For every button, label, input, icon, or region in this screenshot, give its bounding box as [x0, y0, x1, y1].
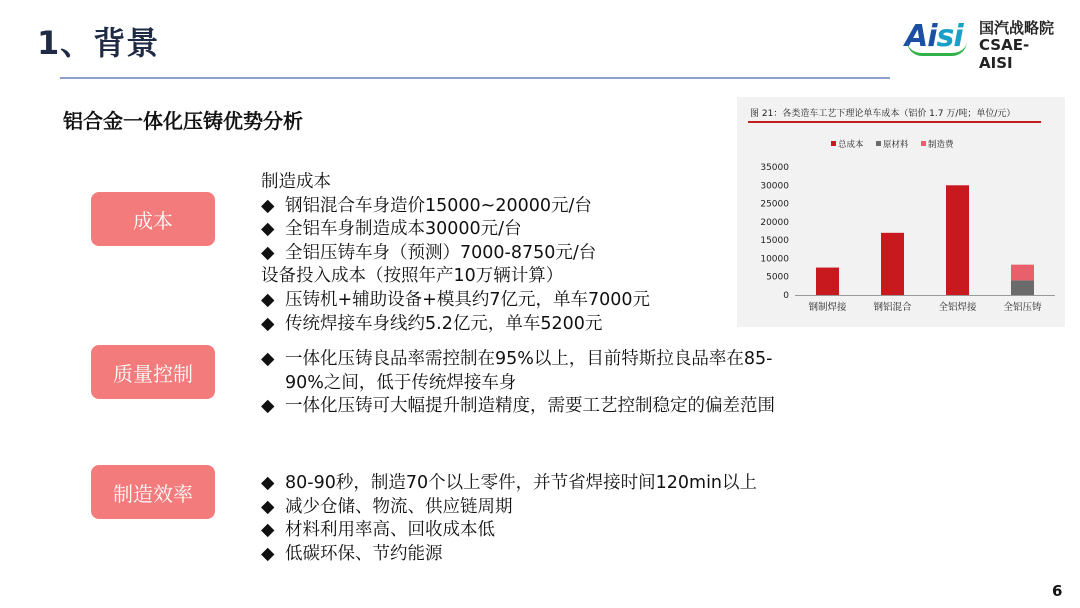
list-item: [261, 395, 775, 419]
list-item-text: 一体化压铸良品率需控制在95%以上，目前特斯拉良品率在85-: [285, 349, 773, 369]
list-item-text: 压铸机+辅助设备+模具约7亿元，单车7000元: [285, 289, 650, 310]
y-tick-label: 10000: [760, 254, 789, 265]
logo-name-cn: 国汽战略院: [979, 19, 1055, 37]
efficiency-label: 制造效率: [91, 465, 215, 519]
section-heading: 铝合金一体化压铸优势分析: [63, 109, 303, 133]
diamond-bullet-icon: ◆: [261, 195, 275, 216]
cost-label: 成本: [91, 192, 215, 246]
list-item: [261, 496, 757, 520]
logo: [905, 17, 1055, 72]
x-tick-label: 全铝焊接: [938, 302, 977, 313]
list-item: [261, 289, 650, 313]
list-item-text: 设备投入成本（按照年产10万辆计算）: [261, 266, 564, 287]
logo-mark: Aisi: [905, 19, 963, 54]
page-title: 1、背景: [37, 24, 160, 62]
list-item: [261, 195, 650, 219]
legend-label: 总成本: [838, 140, 864, 150]
diamond-bullet-icon: ◆: [261, 496, 275, 517]
x-tick-label: 全铝压铸: [1003, 302, 1042, 313]
list-item-text: 全铝车身制造成本30000元/台: [285, 219, 522, 240]
bar: [1011, 280, 1034, 295]
bar: [881, 233, 904, 295]
cost-chart: [737, 97, 1065, 327]
logo-name-en: CSAE-AISI: [979, 36, 1030, 72]
diamond-bullet-icon: ◆: [261, 349, 275, 369]
diamond-bullet-icon: ◆: [261, 289, 275, 310]
quality-details: [261, 348, 775, 419]
list-item-text: 材料利用率高、回收成本低: [285, 520, 495, 541]
page-number: 6: [1052, 582, 1063, 600]
list-item-text: 90%之间，低于传统焊接车身: [285, 372, 517, 393]
list-item: [261, 519, 757, 543]
diamond-bullet-icon: ◆: [261, 219, 275, 240]
list-item: [261, 242, 650, 266]
legend-swatch: [876, 141, 881, 146]
list-item-text: 减少仓储、物流、供应链周期: [285, 496, 513, 517]
list-item-text: 全铝压铸车身（预测）7000-8750元/台: [285, 242, 597, 263]
y-tick-label: 5000: [766, 272, 789, 283]
list-item: [261, 171, 650, 195]
y-tick-label: 25000: [760, 199, 789, 210]
efficiency-details: [261, 472, 757, 566]
y-tick-label: 15000: [760, 236, 789, 247]
cost-details: [261, 171, 650, 336]
bar: [1011, 265, 1034, 281]
list-item-text: 一体化压铸可大幅提升制造精度，需要工艺控制稳定的偏差范围: [285, 396, 775, 417]
x-tick-label: 钢铝混合: [873, 302, 912, 313]
y-tick-label: 30000: [760, 181, 789, 192]
y-tick-label: 35000: [760, 163, 789, 173]
chart-canvas: [737, 97, 1065, 327]
diamond-bullet-icon: ◆: [261, 520, 275, 541]
list-item: [261, 372, 775, 396]
list-item-text: 制造成本: [261, 172, 331, 192]
list-item-text: 钢铝混合车身造价15000~20000元/台: [285, 195, 592, 216]
diamond-bullet-icon: ◆: [261, 543, 275, 564]
list-item: [261, 313, 650, 337]
legend-swatch: [921, 141, 926, 146]
title-divider: [60, 77, 890, 79]
diamond-bullet-icon: ◆: [261, 396, 275, 417]
logo-arc-icon: [907, 41, 967, 56]
diamond-bullet-icon: ◆: [261, 313, 275, 334]
bar: [946, 185, 969, 295]
diamond-bullet-icon: ◆: [261, 242, 275, 263]
list-item: [261, 348, 775, 372]
legend-label: 制造费: [928, 140, 954, 150]
list-item-text: 传统焊接车身线约5.2亿元，单车5200元: [285, 313, 603, 334]
list-item-text: 低碳环保、节约能源: [285, 543, 443, 564]
list-item: [261, 543, 757, 567]
chart-title: 图 21：各类造车工艺下理论单车成本（铝价 1.7 万/吨；单位/元）: [750, 109, 1016, 119]
legend-label: 原材料: [883, 140, 909, 150]
x-tick-label: 钢制焊接: [808, 302, 847, 313]
diamond-bullet-icon: ◆: [261, 473, 275, 493]
list-item: [261, 218, 650, 242]
y-tick-label: 20000: [760, 217, 789, 228]
list-item: [261, 472, 757, 496]
bar: [816, 268, 839, 295]
list-item: [261, 265, 650, 289]
list-item-text: 80-90秒，制造70个以上零件，并节省焊接时间120min以上: [285, 473, 758, 493]
legend-swatch: [831, 141, 836, 146]
y-tick-label: 0: [783, 291, 789, 301]
quality-control-label: 质量控制: [91, 345, 215, 399]
